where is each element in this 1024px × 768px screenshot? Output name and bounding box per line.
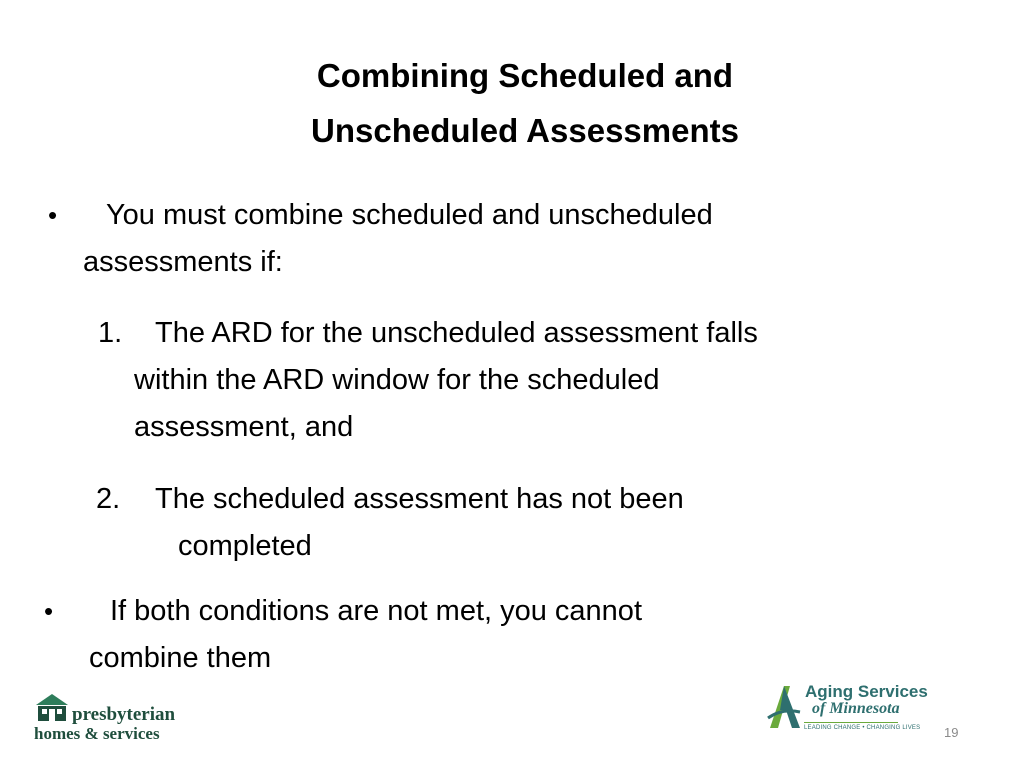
item-text-line-3: assessment, and <box>134 411 354 443</box>
slide-title-line-1: Combining Scheduled and <box>316 57 734 94</box>
item-text-line-2: within the ARD window for the scheduled <box>134 364 660 396</box>
item-number: 2. <box>96 483 121 515</box>
slide-title <box>0 48 1024 158</box>
bullet-text-line-1: If both conditions are not met, you cannot <box>110 595 642 627</box>
presbyterian-homes-logo <box>30 690 176 750</box>
logo-text-line-2: of Minnesota <box>812 700 900 717</box>
bullet-text-line-2: combine them <box>89 642 272 674</box>
logo-tagline: LEADING CHANGE • CHANGING LIVES <box>804 725 921 731</box>
bullet-text-line-1: You must combine scheduled and unscheduled <box>106 199 713 231</box>
item-text-line-2: completed <box>178 530 312 562</box>
logo-text-line-2: homes & services <box>34 724 160 743</box>
item-text-line-1: The ARD for the unscheduled assessment falls <box>155 317 758 349</box>
aging-services-logo <box>766 680 928 740</box>
logo-text-line-1: presbyterian <box>72 704 176 725</box>
bullet-marker: • <box>48 200 58 230</box>
logo-divider <box>804 722 898 723</box>
bullet-text-line-2: assessments if: <box>83 246 283 278</box>
page-number: 19 <box>944 725 959 740</box>
logo-text-line-1: Aging Services <box>805 682 928 701</box>
item-number: 1. <box>98 317 123 349</box>
letter-a-icon <box>766 680 802 732</box>
slide-title-line-2: Unscheduled Assessments <box>311 112 739 149</box>
item-text-line-1: The scheduled assessment has not been <box>155 483 684 515</box>
house-icon <box>34 692 70 722</box>
bullet-marker: • <box>44 596 54 626</box>
